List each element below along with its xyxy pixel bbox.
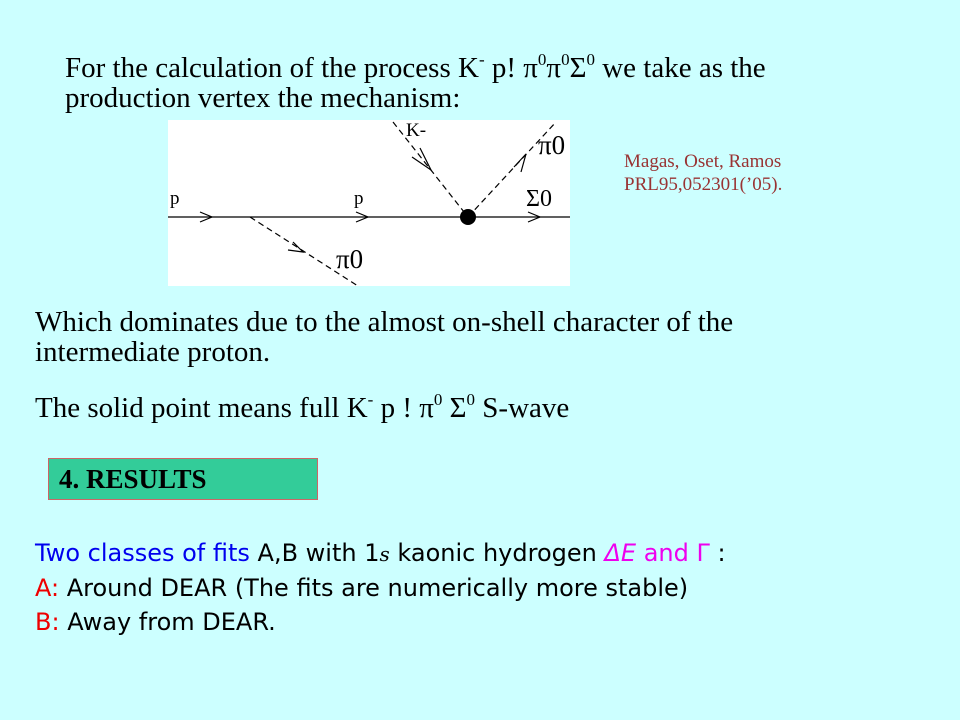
pi0-bottom-arrow (288, 242, 303, 252)
proton-label-mid: p (354, 188, 364, 209)
intro-line-1: For the calculation of the process K- p! $\pi^0\pi^0\Sigma^0$ we take as the (65, 50, 766, 84)
kminus-label: K- (406, 120, 427, 141)
feynman-diagram-svg (168, 120, 570, 286)
dominates-line-1: Which dominates due to the almost on-shell character of the (35, 306, 734, 338)
intro-line-2: production vertex the mechanism: (65, 82, 461, 114)
fits-line-2: A: Around DEAR (The fits are numerically more stable) (35, 574, 689, 602)
feynman-diagram (168, 120, 570, 286)
vertex-dot (460, 209, 476, 225)
fits-line-1: Two classes of fits A,B with 1s kaonic hydrogen ΔE and Γ : (35, 539, 726, 567)
dominates-line-2: intermediate proton. (35, 336, 271, 368)
fits-text (35, 536, 726, 639)
pi0-bottom-label: π0 (336, 244, 364, 274)
citation-line-1: Magas, Oset, Ramos (624, 151, 782, 172)
citation-line-2: PRL95,052301(’05). (624, 174, 783, 195)
results-heading: 4. RESULTS (48, 458, 318, 500)
dominates-text (35, 307, 915, 367)
fits-line-3: B: Away from DEAR. (35, 608, 276, 636)
solid-point-text: The solid point means full K- p ! $\pi^0$ $\Sigma^0$ S-wave (35, 390, 570, 424)
proton-label-left: p (170, 188, 180, 209)
pi0-top-label: π0 (538, 130, 566, 160)
pi0-top-arrow (514, 154, 526, 172)
sigma0-label: Σ0 (526, 186, 552, 212)
kminus-arrow (412, 148, 431, 170)
intro-text (65, 50, 925, 114)
citation (624, 150, 782, 196)
